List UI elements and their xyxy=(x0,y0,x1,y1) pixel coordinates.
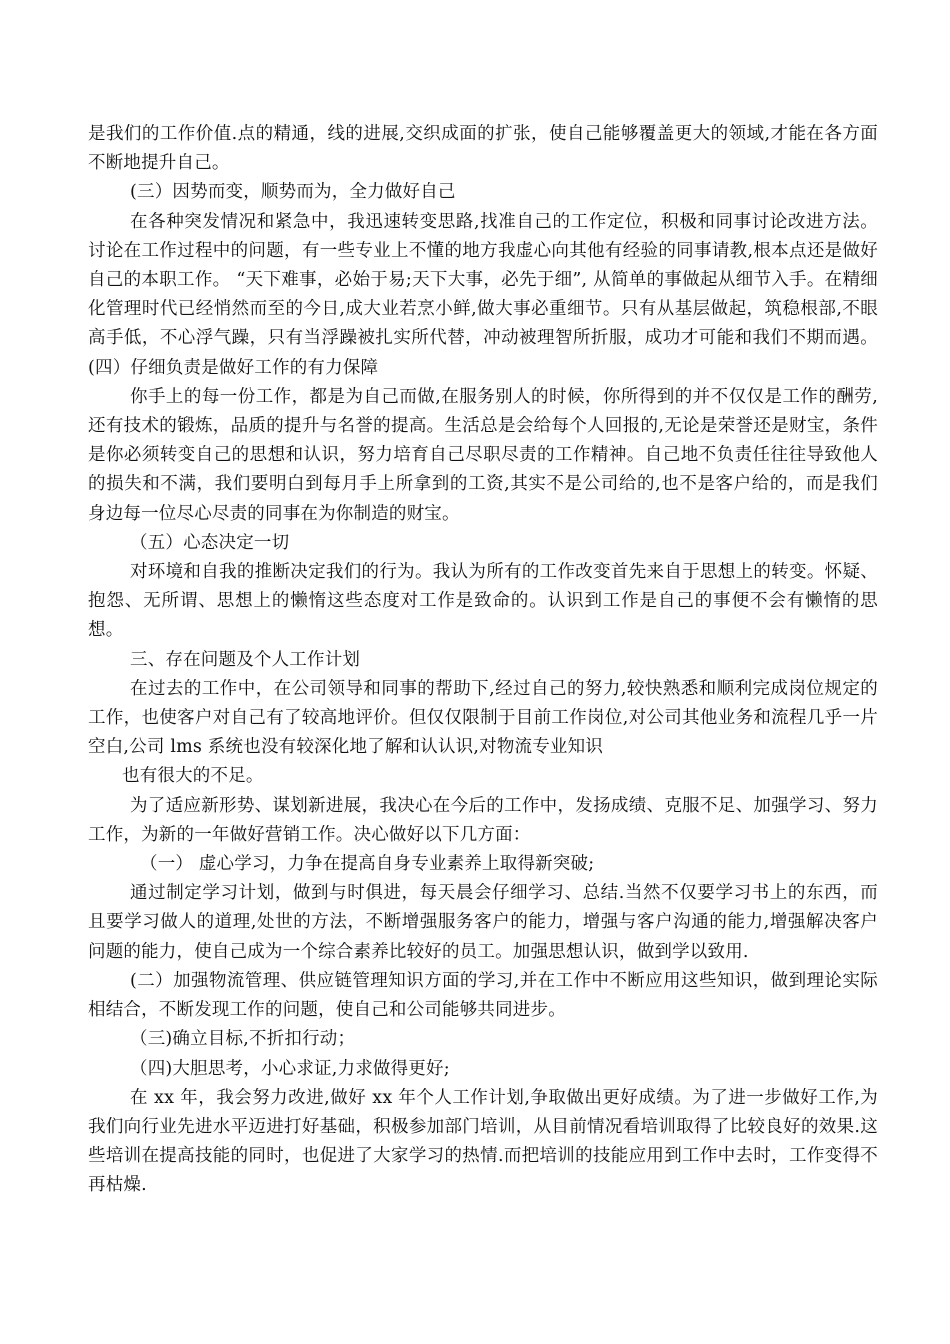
paragraph-emergencies: 在各种突发情况和紧急中，我迅速转变思路,找准自己的工作定位，积极和同事讨论改进方法。讨论在工作过程中的问题，有一些专业上不懂的地方我虚心向其他有经验的同事请教,根本点还是做好自己的本职工作。 “天下难事，必始于易;天下大事，必先于细”, 从简单的事做起从细节入手。在精细化管理时代已经悄然而至的今日,成大业若烹小鲜,做大事必重细节。只有从基层做起，筑稳根部,不眼高手低，不心浮气躁，只有当浮躁被扎实所代替，冲动被理智所折服，成功才可能和我们不期而遇。(四）仔细负责是做好工作的有力保障 xyxy=(88,211,878,378)
document-page xyxy=(88,120,878,1201)
paragraph-study-plan: 通过制定学习计划，做到与时俱进，每天晨会仔细学习、总结.当然不仅要学习书上的东西，而且要学习做人的道理,处世的方法，不断增强服务客户的能力，增强与客户沟通的能力,增强解决客户问题的能力，使自己成为一个综合素养比较好的员工。加强思想认识，做到学以致用. xyxy=(88,883,878,962)
paragraph-next-year: 在 xx 年，我会努力改进,做好 xx 年个人工作计划,争取做出更好成绩。为了进一步做好工作,为我们向行业先进水平迈进打好基础，积极参加部门培训，从目前情况看培训取得了比较良好的效果.这些培训在提高技能的同时，也促进了大家学习的热情.而把培训的技能应用到工作中去时，工作变得不再枯燥. xyxy=(88,1087,878,1196)
paragraph-past-work: 在过去的工作中，在公司领导和同事的帮助下,经过自己的努力,较快熟悉和顺利完成岗位规定的工作，也使客户对自己有了较高地评价。但仅仅限制于目前工作岗位,对公司其他业务和流程几乎一片空白,公司 lms 系统也没有较深化地了解和认认识,对物流专业知识 xyxy=(88,678,878,758)
item-four-bold-thinking: （四)大胆思考，小心求证,力求做得更好; xyxy=(130,1058,450,1079)
item-three-goals: （三)确立目标,不折扣行动； xyxy=(130,1029,356,1050)
paragraph-continuation: 是我们的工作价值.点的精通，线的进展,交织成面的扩张，使自己能够覆盖更大的领域,才能在各方面不断地提升自己。 xyxy=(88,124,878,174)
item-two-logistics: (二）加强物流管理、供应链管理知识方面的学习,并在工作中不断应用这些知识，做到理论实际相结合，不断发现工作的问题，使自己和公司能够共同进步。 xyxy=(88,970,878,1021)
item-one-study: （一） 虚心学习，力争在提高自身专业素养上取得新突破; xyxy=(140,854,595,875)
heading-problems-and-plan: 三、存在问题及个人工作计划 xyxy=(130,649,361,670)
paragraph-shortcomings: 也有很大的不足。 xyxy=(122,766,264,787)
heading-mindset: （五）心态决定一切 xyxy=(130,532,290,553)
paragraph-every-task: 你手上的每一份工作，都是为自己而做,在服务别人的时候，你所得到的并不仅仅是工作的酬劳,还有技术的锻炼，品质的提升与名誉的提高。生活总是会给每个人回报的,无论是荣誉还是财宝，条件是你必须转变自己的思想和认识，努力培育自己尽职尽责的工作精神。自己地不负责任往往导致他人的损失和不满，我们要明白到每月手上所拿到的工资,其实不是公司给的,也不是客户给的，而是我们身边每一位尽心尽责的同事在为你制造的财宝。 xyxy=(88,386,878,524)
heading-adapt-to-change: (三）因势而变，顺势而为，全力做好自己 xyxy=(130,182,456,203)
paragraph-determination: 为了适应新形势、谋划新进展，我决心在今后的工作中，发扬成绩、克服不足、加强学习、努力工作，为新的一年做好营销工作。决心做好以下几方面： xyxy=(88,795,878,845)
paragraph-environment-judgement: 对环境和自我的推断决定我们的行为。我认为所有的工作改变首先来自于思想上的转变。怀疑、抱怨、无所谓、思想上的懒惰这些态度对工作是致命的。认识到工作是自己的事便不会有懒惰的思想。 xyxy=(88,562,878,641)
